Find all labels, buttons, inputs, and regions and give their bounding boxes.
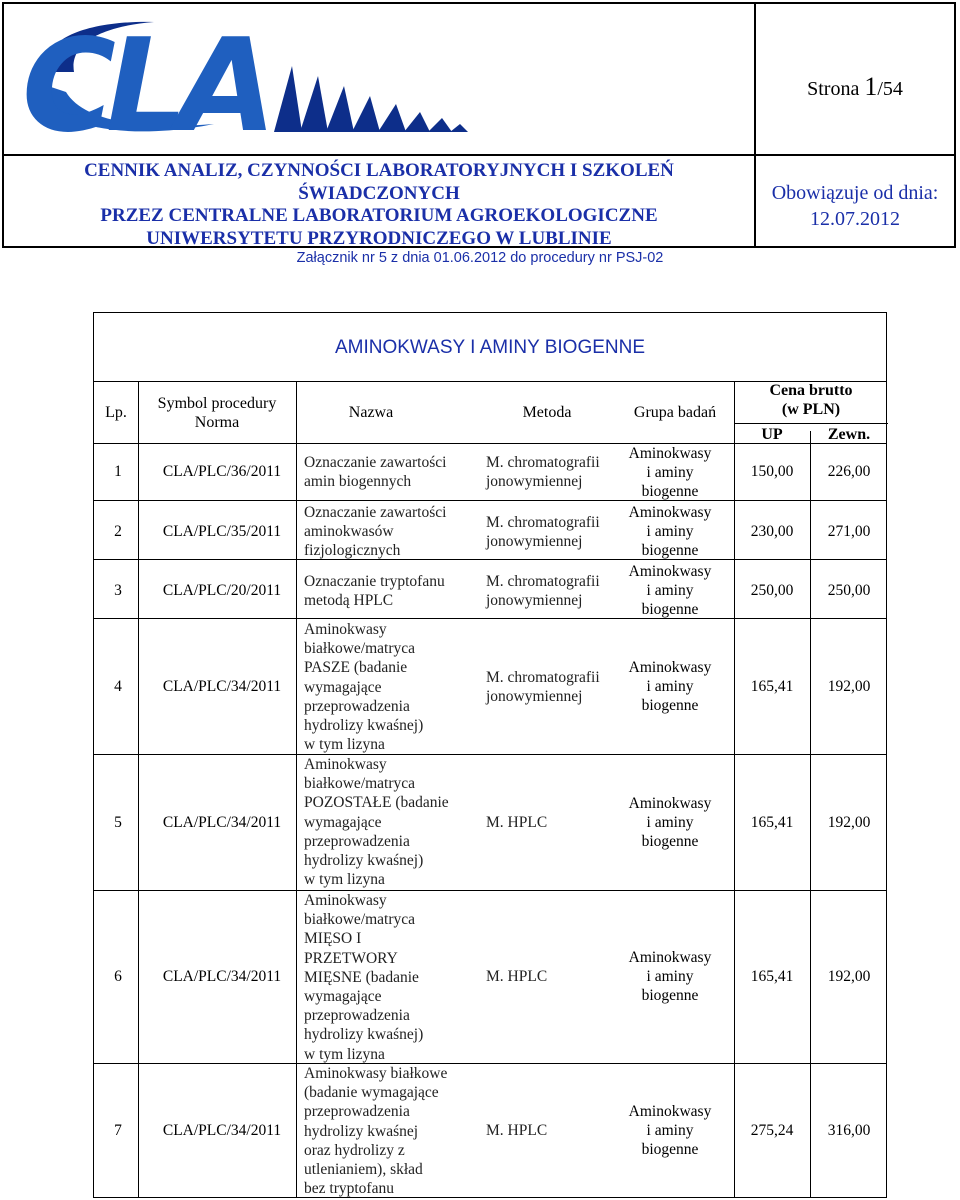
cell-symbol: CLA/PLC/36/2011 [162, 463, 282, 480]
cell-name [304, 891, 479, 1064]
group-line: Aminokwasy [628, 949, 712, 966]
logo-wave [274, 66, 468, 132]
cell-lp: 4 [114, 678, 122, 695]
valid-from-cell [756, 156, 954, 246]
cell-symbol: CLA/PLC/34/2011 [162, 1122, 282, 1139]
cell-method [486, 572, 606, 610]
name-line: w tym lizyna [304, 1045, 385, 1063]
cell-group [614, 1102, 726, 1160]
name-line: białkowe/matryca [304, 640, 416, 658]
header-group: Grupa badań [633, 404, 717, 421]
group-line: i aminy [646, 1122, 694, 1140]
document-title-line: UNIWERSYTETU PRZYRODNICZEGO W LUBLINIE [146, 227, 612, 249]
price-table [93, 312, 887, 1198]
header-symbol [138, 394, 296, 432]
header-zewn: Zewn. [827, 426, 871, 443]
method-line: jonowymiennej [486, 473, 583, 491]
method-line: M. chromatografii [486, 514, 600, 531]
cell-method [486, 967, 606, 986]
cell-price-up: 275,24 [750, 1122, 794, 1139]
method-line: jonowymiennej [486, 533, 583, 551]
name-line: MIĘSO I [304, 930, 362, 948]
cell-name [304, 572, 479, 610]
valid-from-label: Obowiązuje od dnia: [771, 182, 939, 204]
header-price-line1: Cena brutto [769, 382, 853, 399]
group-line: biogenne [641, 601, 699, 619]
cell-price-up: 150,00 [750, 463, 794, 480]
document-title-line: ŚWIADCZONYCH [298, 182, 460, 204]
page-number-cell [756, 4, 954, 156]
cell-method [486, 453, 606, 491]
group-line: Aminokwasy [628, 1103, 712, 1120]
group-line: biogenne [641, 987, 699, 1005]
name-line: wymagające [304, 678, 382, 696]
header-symbol-line1: Symbol procedury [157, 395, 277, 412]
name-line: przeprowadzenia [304, 697, 410, 715]
name-line: przeprowadzenia [304, 832, 410, 850]
group-line: i aminy [646, 464, 694, 482]
name-line: białkowe/matryca [304, 775, 416, 793]
name-line: metodą HPLC [304, 592, 394, 610]
cell-name [304, 755, 479, 889]
method-line: M. chromatografii [486, 573, 600, 590]
cell-group [614, 658, 726, 716]
name-line: PASZE (badanie [304, 659, 408, 677]
name-line: Aminokwasy [304, 892, 387, 909]
cell-price-zewn: 192,00 [827, 968, 871, 985]
cell-lp: 6 [114, 968, 122, 985]
cell-price-up: 165,41 [750, 678, 794, 695]
name-line: hydrolizy kwaśnej) [304, 717, 424, 735]
name-line: POZOSTAŁE (badanie [304, 794, 449, 812]
logo-cell [4, 4, 756, 156]
group-line: i aminy [646, 968, 694, 986]
page-total: /54 [877, 78, 903, 100]
name-line: Oznaczanie zawartości [304, 504, 447, 521]
method-line: jonowymiennej [486, 592, 583, 610]
cell-name [304, 453, 479, 491]
name-line: fizjologicznych [304, 542, 401, 560]
page-number [756, 72, 954, 102]
name-line: Oznaczanie zawartości [304, 454, 447, 471]
cell-price-zewn: 250,00 [827, 582, 871, 599]
cell-symbol: CLA/PLC/34/2011 [162, 814, 282, 831]
page-label: Strona [807, 78, 860, 100]
name-line: PRZETWORY [304, 949, 398, 967]
name-line: (badanie wymagające [304, 1084, 439, 1102]
cell-price-zewn: 192,00 [827, 814, 871, 831]
group-line: Aminokwasy [628, 795, 712, 812]
cell-price-zewn: 226,00 [827, 463, 871, 480]
cell-symbol: CLA/PLC/20/2011 [162, 582, 282, 599]
cell-price-zewn: 192,00 [827, 678, 871, 695]
cell-name [304, 620, 479, 754]
cell-group [614, 503, 726, 561]
method-line: M. chromatografii [486, 454, 600, 471]
cell-price-up: 250,00 [750, 582, 794, 599]
header-method: Metoda [522, 404, 572, 421]
cell-group [614, 562, 726, 620]
cell-lp: 2 [114, 523, 122, 540]
cell-price-zewn: 271,00 [827, 523, 871, 540]
header-price [734, 381, 888, 419]
header-up: UP [761, 426, 783, 443]
name-line: Aminokwasy [304, 621, 387, 638]
name-line: utlenianiem), skład [304, 1161, 423, 1179]
cell-price-zewn: 316,00 [827, 1122, 871, 1139]
header-lp: Lp. [105, 404, 127, 421]
group-line: i aminy [646, 678, 694, 696]
valid-from-date: 12.07.2012 [810, 208, 900, 230]
name-line: hydrolizy kwaśnej [304, 1122, 419, 1140]
cell-group [614, 794, 726, 852]
header-price-line2: (w PLN) [781, 401, 841, 418]
name-line: aminokwasów [304, 523, 394, 541]
group-line: biogenne [641, 483, 699, 501]
name-line: oraz hydrolizy z [304, 1141, 405, 1159]
cla-logo [14, 12, 474, 148]
document-title-line: CENNIK ANALIZ, CZYNNOŚCI LABORATORYJNYCH I SZKOLEŃ [84, 160, 674, 181]
method-line: M. HPLC [486, 814, 548, 831]
group-line: biogenne [641, 833, 699, 851]
method-line: M. chromatografii [486, 669, 600, 686]
attachment-note: Załącznik nr 5 z dnia 01.06.2012 do procedury nr PSJ-02 [296, 250, 664, 266]
cell-method [486, 813, 606, 832]
group-line: biogenne [641, 697, 699, 715]
cell-lp: 7 [114, 1122, 122, 1139]
group-line: i aminy [646, 814, 694, 832]
method-line: jonowymiennej [486, 688, 583, 706]
name-line: wymagające [304, 988, 382, 1006]
name-line: bez tryptofanu [304, 1180, 394, 1198]
name-line: Aminokwasy białkowe [304, 1065, 448, 1082]
cell-price-up: 230,00 [750, 523, 794, 540]
cell-symbol: CLA/PLC/35/2011 [162, 523, 282, 540]
group-line: biogenne [641, 1141, 699, 1159]
name-line: amin biogennych [304, 473, 412, 491]
name-line: MIĘSNE (badanie [304, 968, 419, 986]
section-title: AMINOKWASY I AMINY BIOGENNE [334, 337, 646, 358]
cell-lp: 3 [114, 582, 122, 599]
name-line: Oznaczanie tryptofanu [304, 573, 445, 590]
page-current: 1 [864, 72, 878, 101]
cell-name [304, 503, 479, 561]
group-line: Aminokwasy [628, 563, 712, 580]
document-title-line: PRZEZ CENTRALNE LABORATORIUM AGROEKOLOGICZNE [100, 205, 658, 226]
group-line: Aminokwasy [628, 445, 712, 462]
cell-price-up: 165,41 [750, 968, 794, 985]
method-line: M. HPLC [486, 968, 548, 985]
group-line: Aminokwasy [628, 504, 712, 521]
name-line: hydrolizy kwaśnej) [304, 1026, 424, 1044]
header-name: Nazwa [348, 404, 394, 421]
name-line: hydrolizy kwaśnej) [304, 852, 424, 870]
group-line: Aminokwasy [628, 659, 712, 676]
group-line: biogenne [641, 542, 699, 560]
cell-lp: 5 [114, 814, 122, 831]
cell-lp: 1 [114, 463, 122, 480]
cell-name [304, 1064, 479, 1198]
cell-method [486, 668, 606, 706]
name-line: Aminokwasy [304, 756, 387, 773]
method-line: M. HPLC [486, 1122, 548, 1139]
document-header [2, 2, 956, 248]
name-line: przeprowadzenia [304, 1007, 410, 1025]
cell-group [614, 948, 726, 1006]
logo-text: CLA [22, 12, 267, 148]
name-line: w tym lizyna [304, 871, 385, 889]
group-line: i aminy [646, 582, 694, 600]
cell-group [614, 444, 726, 502]
group-line: i aminy [646, 523, 694, 541]
name-line: białkowe/matryca [304, 911, 416, 929]
header-symbol-line2: Norma [194, 414, 240, 431]
cell-method [486, 513, 606, 551]
cell-method [486, 1121, 606, 1140]
document-title-cell [4, 156, 756, 249]
name-line: w tym lizyna [304, 736, 385, 754]
name-line: wymagające [304, 813, 382, 831]
cell-symbol: CLA/PLC/34/2011 [162, 678, 282, 695]
cell-symbol: CLA/PLC/34/2011 [162, 968, 282, 985]
cell-price-up: 165,41 [750, 814, 794, 831]
name-line: przeprowadzenia [304, 1103, 410, 1121]
